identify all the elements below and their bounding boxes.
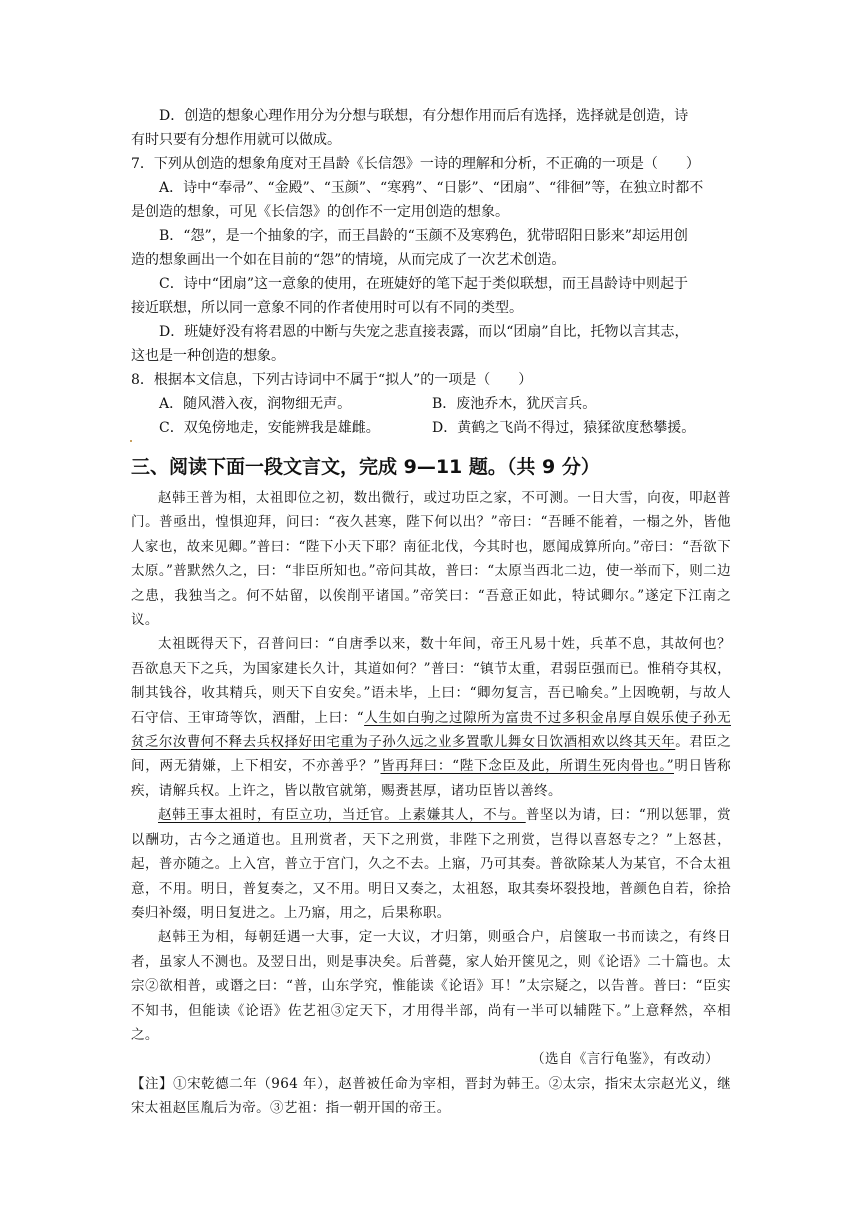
p3-underlined: 赵韩王事太祖时，有臣立功，当迁官。上素嫌其人，不与。	[158, 807, 526, 824]
classical-passage	[131, 486, 731, 1121]
q7-option-d-line1: D．班婕妤没有将君恩的中断与失宠之悲直接表露，而以“团扇”自比，托物以言其志，	[159, 324, 689, 340]
q8-option-b: B．废池乔木，犹厌言兵。	[432, 396, 597, 412]
passage-notes: 【注】①宋乾德二年（964 年），赵普被任命为宰相，晋封为韩王。②太宗，指宋太宗赵光义，继宋太祖赵匡胤后为帝。③艺祖：指一朝开国的帝王。	[131, 1075, 731, 1117]
q7-option-d-line2: 这也是一种创造的想象。	[131, 348, 285, 364]
q7-option-b-line2: 造的想象画出一个如在目前的“怨”的情境，从而完成了一次艺术创造。	[131, 252, 566, 268]
section3-title: 三、阅读下面一段文言文，完成 9—11 题。（共 9 分）	[131, 456, 600, 478]
q8-option-c: C．双兔傍地走，安能辨我是雄雌。	[159, 420, 380, 436]
q7-option-c-line2: 接近联想，所以同一意象不同的作者使用时可以有不同的类型。	[131, 300, 523, 316]
exam-page	[131, 104, 731, 1121]
q8-option-a: A．随风潜入夜，润物细无声。	[159, 396, 352, 412]
q7-stem: 7．下列从创造的想象角度对王昌龄《长信怨》一诗的理解和分析，不正确的一项是（ ）	[131, 156, 700, 172]
q7-option-b-line1: B．“怨”，是一个抽象的字，而王昌龄的“玉颜不及寒鸦色，犹带昭阳日影来”却运用创	[159, 228, 688, 244]
p2-text-a: 太祖既得天下，召普问曰：“自唐季以来，数十年间，帝王凡易十姓，兵革不息，其故何也？吾欲息天下之兵，为国家建长久计，其道如何？”普曰：“镇节太重，君弱臣强而已。惟稍夺其权，制其钱谷，收其精兵，则天下自安矣。”语未毕，上曰：“卿勿复言，吾已喻矣。”上因晚朝，与故人石守信、王审琦等饮，酒酣，上曰：“	[131, 636, 731, 726]
passage-paragraph-2	[131, 632, 731, 803]
passage-paragraph-1: 赵韩王普为相，太祖即位之初，数出微行，或过功臣之家，不可测。一日大雪，向夜，叩赵普门。普亟出，惶惧迎拜，问曰：“夜久甚寒，陛下何以出？”帝曰：“吾睡不能着，一榻之外，皆他人家也，故来见卿。”普曰：“陛下小天下耶？南征北伐，今其时也，愿闻成算所向。”帝曰：“吾欲下太原。”普默然久之，曰：“非臣所知也。”帝问其故，普曰：“太原当西北二边，使一举而下，则二边之患，我独当之。何不姑留，以俟削平诸国。”帝笑曰：“吾意正如此，特试卿尔。”遂定下江南之议。	[131, 490, 731, 629]
q6-option-d-line1: D．创造的想象心理作用分为分想与联想，有分想作用而后有选择，选择就是创造，诗	[159, 108, 689, 124]
p2-text-b: 。君臣之间，两无猜嫌，上下相安，不亦善乎？”	[131, 734, 731, 775]
p2-underlined-1: 人生如白驹之过隙所为富贵不过多积金帛厚自娱乐使子孙无贫乏尔汝曹何不释去兵权择好田宅重为子孙久远之业多置歌儿舞女日饮酒相欢以终其天年	[131, 709, 731, 751]
q6-option-d-line2: 有时只要有分想作用就可以做成。	[131, 132, 341, 148]
q7-option-a-line1: A．诗中“奉帚”、“金殿”、“玉颜”、“寒鸦”、“日影”、“团扇”、“徘徊”等，在独立时都不	[159, 180, 704, 196]
q8-stem: 8．根据本文信息，下列古诗词中不属于“拟人”的一项是（ ）	[131, 372, 533, 388]
q7-option-c-line1: C．诗中“团扇”这一意象的使用，在班婕妤的笔下起于类似联想，而王昌龄诗中则起于	[159, 276, 689, 292]
p2-underlined-2: 皆再拜曰：“陛下念臣及此，所谓生死肉骨也。”	[380, 758, 675, 775]
q8-options-row1	[131, 392, 731, 416]
q8-option-d: D．黄鹤之飞尚不得过，猿猱欲度愁攀援。	[432, 420, 696, 436]
q7-option-a-line2: 是创造的想象，可见《长信怨》的创作不一定用创造的想象。	[131, 204, 509, 220]
p2-text-c: 明日皆称疾，请解兵权。上许之，皆以散官就第，赐赉甚厚，诸功臣皆以善终。	[131, 758, 732, 799]
passage-paragraph-4: 赵韩王为相，每朝廷遇一大事，定一大议，才归第，则亟合户，启箧取一书而读之，有终日者，虽家人不测也。及翌日出，则是事决矣。后普薨，家人始开箧见之，则《论语》二十篇也。太宗②欲相普，或谮之曰：“普，山东学究，惟能读《论语》耳！”太宗疑之，以告普。普曰：“臣实不知书，但能读《论语》佐艺祖③定天下，才用得半部，尚有一半可以辅陛下。”上意释然，卒相之。	[131, 929, 731, 1043]
q8-options-row2	[131, 416, 731, 440]
passage-paragraph-3	[131, 803, 731, 925]
p3-text: 普坚以为请，曰：“刑以惩罪，赏以酬功，古今之通道也。且刑赏者，天下之刑赏，非陛下之刑赏，岂得以喜怒专之？”上怒甚，起，普亦随之。上入宫，普立于宫门，久之不去。上寤，乃可其奏。普欲除某人为某官，不合太祖意，不用。明日，普复奏之，又不用。明日又奏之，太祖怒，取其奏坏裂投地，普颜色自若，徐拾奏归补缀，明日复进之。上乃寤，用之，后果称职。	[131, 807, 731, 921]
passage-source: （选自《言行龟鉴》，有改动）	[531, 1051, 719, 1068]
